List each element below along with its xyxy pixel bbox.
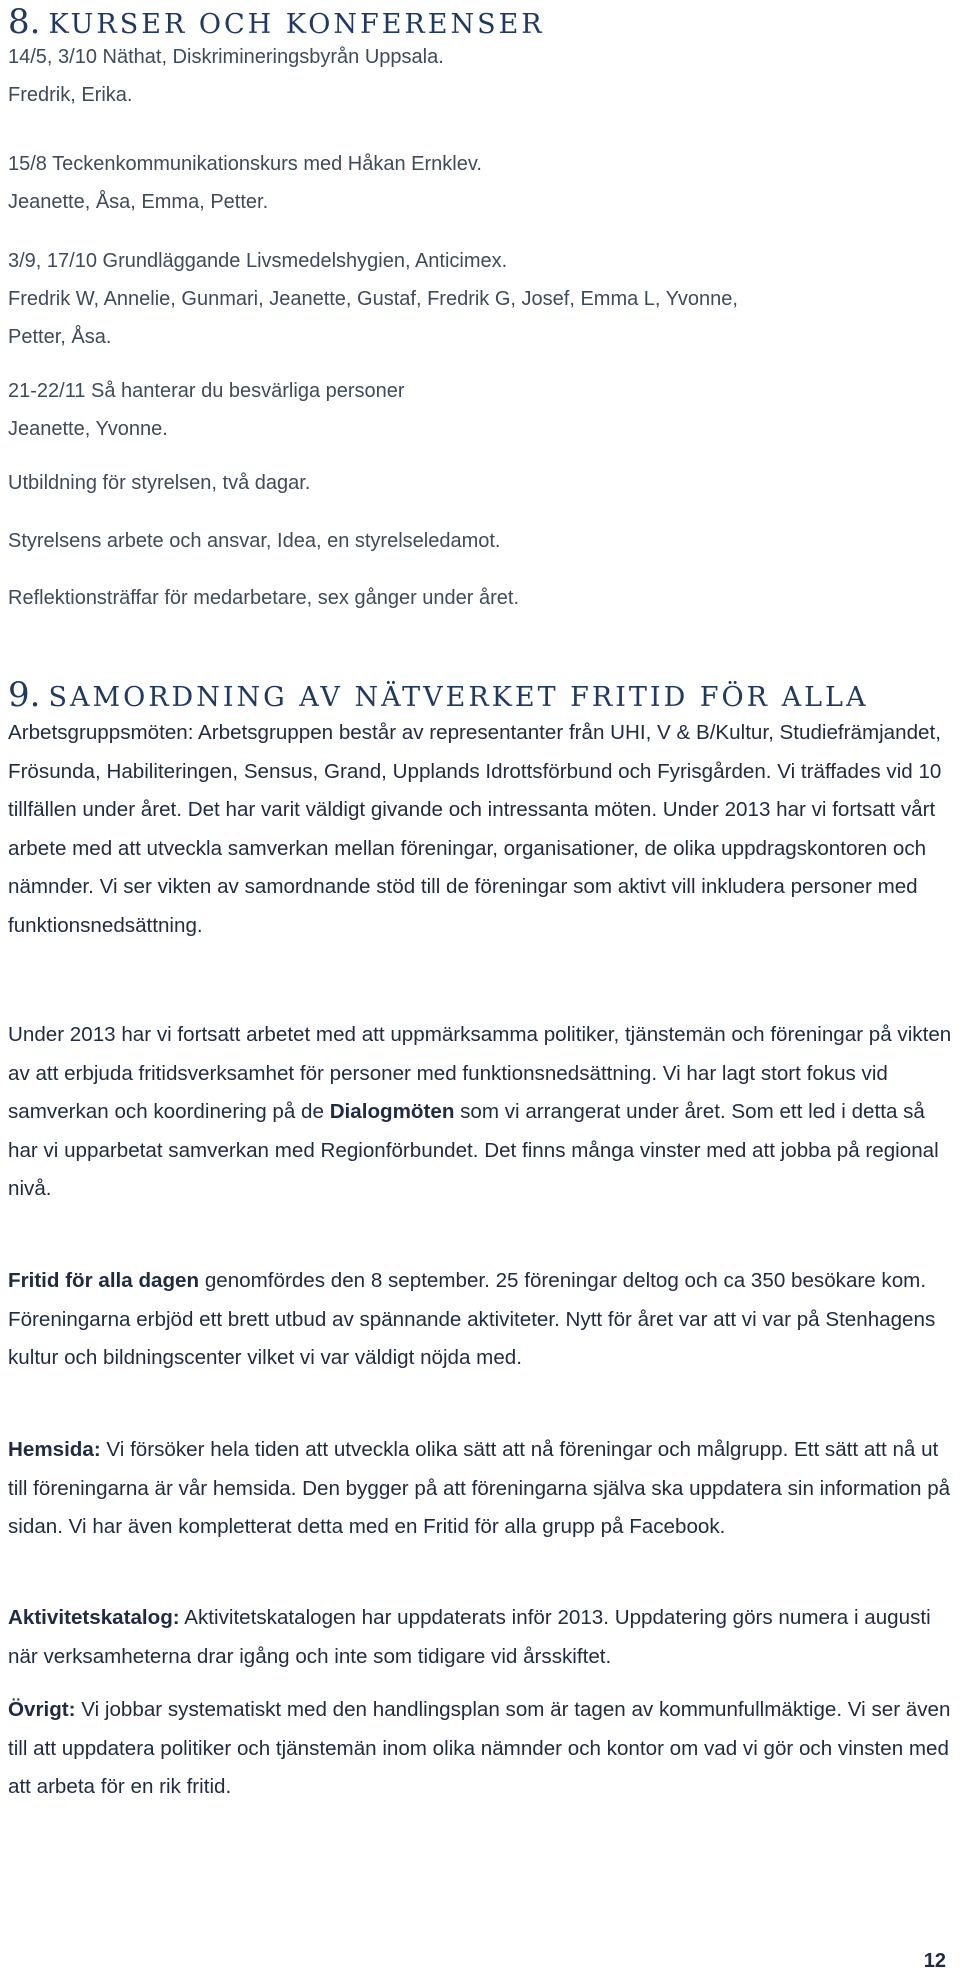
- paragraph-text: Aktivitetskatalogen har uppdaterats inför 2013. Uppdatering görs numera i augusti när verksamheterna drar igång och inte som tidigare vid årsskiftet.: [8, 1606, 931, 1668]
- paragraph-hemsida: [8, 1431, 952, 1547]
- section-8-number: 8.: [8, 2, 41, 42]
- course-line: Fredrik, Erika.: [8, 84, 133, 106]
- paragraph-text: Vi jobbar systematiskt med den handlingsplan som är tagen av kommunfullmäktige. Vi ser även till att uppdatera politiker och tjänstemän inom olika nämnder och kontor om vad vi gör och vinsten med att arbeta för en rik fritid.: [8, 1698, 951, 1798]
- section-9-heading: [8, 675, 868, 718]
- paragraph-text: genomfördes den 8 september. 25 föreningar deltog och ca 350 besökare kom. Föreningarna erbjöd ett brett utbud av spännande aktiviteter. Nytt för året var att vi var på Stenhagens kultur och bildningscenter vilket vi var väldigt nöjda med.: [8, 1269, 936, 1369]
- course-line: Utbildning för styrelsen, två dagar.: [8, 472, 311, 494]
- course-line: 15/8 Teckenkommunikationskurs med Håkan Ernklev.: [8, 153, 482, 175]
- bold-term: Övrigt:: [8, 1698, 76, 1721]
- course-line: Fredrik W, Annelie, Gunmari, Jeanette, Gustaf, Fredrik G, Josef, Emma L, Yvonne,: [8, 288, 738, 310]
- paragraph-text: som vi arrangerat under året. Som ett led i detta så har vi upparbetat samverkan med Regionförbundet. Det finns många vinster med att jobba på regional nivå.: [8, 1100, 939, 1200]
- page-number: 12: [923, 1950, 946, 1972]
- course-line: 14/5, 3/10 Näthat, Diskrimineringsbyrån Uppsala.: [8, 46, 444, 68]
- section-9-title: SAMORDNING AV NÄTVERKET FRITID FÖR ALLA: [48, 682, 869, 713]
- bold-term-dialogmoten: Dialogmöten: [329, 1100, 455, 1123]
- bold-term: Fritid för alla dagen: [8, 1269, 200, 1292]
- paragraph-ovrigt: [8, 1691, 952, 1807]
- paragraph-text: Vi försöker hela tiden att utveckla olika sätt att nå föreningar och målgrupp. Ett sätt att nå ut till föreningarna är vår hemsida. Den bygger på att föreningarna själva ska uppdatera sin information på sidan. Vi har även kompletterat detta med en Fritid för alla grupp på Facebook.: [8, 1438, 951, 1538]
- paragraph-arbetsgrupp: Arbetsgruppsmöten: Arbetsgruppen består av representanter från UHI, V & B/Kultur, Studiefrämjandet, Frösunda, Habiliteringen, Sensus, Grand, Upplands Idrottsförbund och Fyrisgården. Vi träffades vid 10 tillfällen under året. Det har varit väldigt givande och intressanta möten. Under 2013 har vi fortsatt vårt arbete med att utveckla samverkan mellan föreningar, organisationer, de olika uppdragskontoren och nämnder. Vi ser vikten av samordnande stöd till de föreningar som aktivt vill inkludera personer med funktionsnedsättning.: [8, 721, 942, 937]
- paragraph-samverkan: [8, 1016, 952, 1209]
- course-line: Reflektionsträffar för medarbetare, sex gånger under året.: [8, 587, 520, 609]
- course-line: Jeanette, Yvonne.: [8, 418, 168, 440]
- section-9-number: 9.: [8, 675, 41, 715]
- course-line: Styrelsens arbete och ansvar, Idea, en styrelseledamot.: [8, 530, 501, 552]
- paragraph-aktivitetskatalog: [8, 1599, 952, 1676]
- course-line: 21-22/11 Så hanterar du besvärliga personer: [8, 380, 405, 402]
- paragraph-text: Under 2013 har vi fortsatt arbetet med att uppmärksamma politiker, tjänstemän och föreningar på vikten av att erbjuda fritidsverksamhet för personer med funktionsnedsättning. Vi har lagt stort fokus vid samverkan och koordinering på de: [8, 1023, 952, 1123]
- course-line: 3/9, 17/10 Grundläggande Livsmedelshygien, Anticimex.: [8, 250, 508, 272]
- bold-term: Aktivitetskatalog:: [8, 1606, 180, 1629]
- section-8-heading: [8, 2, 545, 45]
- bold-term: Hemsida:: [8, 1438, 101, 1461]
- course-line: Petter, Åsa.: [8, 326, 112, 348]
- section-8-title: KURSER OCH KONFERENSER: [48, 9, 545, 40]
- course-line: Jeanette, Åsa, Emma, Petter.: [8, 191, 269, 213]
- paragraph-fritid-for-alla-dagen: [8, 1262, 952, 1378]
